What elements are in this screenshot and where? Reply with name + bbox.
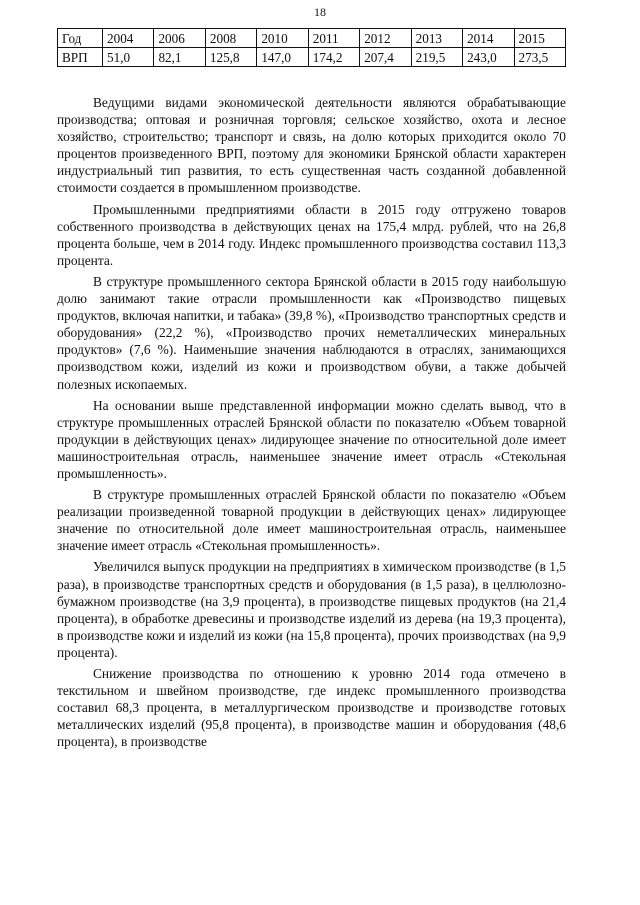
table-cell: 174,2 (308, 48, 359, 67)
paragraph: Снижение производства по отношению к уровню 2014 года отмечено в текстильном и швейном производстве, где индекс промышленного производства составил 68,3 процента, в металлургическом производстве и производстве готовых металлических изделий (95,8 процента), в производстве машин и оборудования (48,6 процента), в производстве (57, 666, 566, 750)
table-cell: 147,0 (257, 48, 308, 67)
table-cell: 2013 (411, 29, 462, 48)
table-cell: 2011 (308, 29, 359, 48)
paragraph: На основании выше представленной информации можно сделать вывод, что в структуре промышленных отраслей Брянской области по показателю «Объем товарной продукции в действующих ценах» лидирующее значение по относительной доле имеет машиностроительная отрасль, наименьшее значение имеет отрасль «Стекольная промышленность». (57, 397, 566, 481)
paragraph: Ведущими видами экономической деятельности являются обрабатывающие производства; оптовая и розничная торговля; сельское хозяйство, охота и лесное хозяйство, строительство; транспорт и связь, на долю которых приходится около 70 процентов произведенного ВРП, поэтому для экономики Брянской области характерен индустриальный тип развития, то есть существенная часть созданной добавленной стоимости создается в промышленном производстве. (57, 95, 566, 196)
table-cell: 2004 (103, 29, 154, 48)
grp-table (57, 28, 566, 67)
table-cell: 125,8 (205, 48, 256, 67)
table-header-row (58, 29, 566, 48)
table-cell: 2015 (514, 29, 566, 48)
table-cell: 243,0 (463, 48, 514, 67)
table-cell: 82,1 (154, 48, 205, 67)
paragraph: Увеличился выпуск продукции на предприятиях в химическом производстве (в 1,5 раза), в производстве транспортных средств и оборудования (в 1,5 раза), в целлюлозно-бумажном производстве (на 3,9 процента), в производстве пищевых продуктов (на 21,4 процента), в обработке древесины и производстве изделий из дерева (на 19,3 процента), в производстве кожи и изделий из кожи (на 15,8 процента), прочих производствах (на 9,9 процента). (57, 559, 566, 660)
paragraph: В структуре промышленных отраслей Брянской области по показателю «Объем реализации произведенной товарной продукции в действующих ценах» лидирующее значение по относительной доле имеет машиностроительная отрасль, наименьшее значение имеет отрасль «Стекольная промышленность». (57, 487, 566, 554)
table-cell: 2006 (154, 29, 205, 48)
table-cell: 273,5 (514, 48, 566, 67)
table-cell: ВРП (58, 48, 103, 67)
page-number: 18 (314, 5, 326, 19)
table-cell: Год (58, 29, 103, 48)
paragraph: Промышленными предприятиями области в 2015 году отгружено товаров собственного производства в действующих ценах на 175,4 млрд. рублей, что на 26,8 процента больше, чем в 2014 году. Индекс промышленного производства составил 113,3 процента. (57, 201, 566, 268)
table-cell: 207,4 (360, 48, 411, 67)
table-cell: 51,0 (103, 48, 154, 67)
table-cell: 2008 (205, 29, 256, 48)
document-body (57, 94, 566, 754)
table-cell: 2012 (360, 29, 411, 48)
table-row (58, 48, 566, 67)
paragraph: В структуре промышленного сектора Брянской области в 2015 году наибольшую долю занимают такие отрасли промышленности как «Производство пищевых продуктов, включая напитки, и табака» (39,8 %), «Производство транспортных средств и оборудования» (22,2 %), «Производство прочих неметаллических минеральных продуктов» (7,6 %). Наименьшие значения наблюдаются в отраслях, занимающихся производством кожи, изделий из кожи и производством обуви, а также добычей полезных ископаемых. (57, 273, 566, 392)
table-cell: 219,5 (411, 48, 462, 67)
table-cell: 2010 (257, 29, 308, 48)
table-cell: 2014 (463, 29, 514, 48)
